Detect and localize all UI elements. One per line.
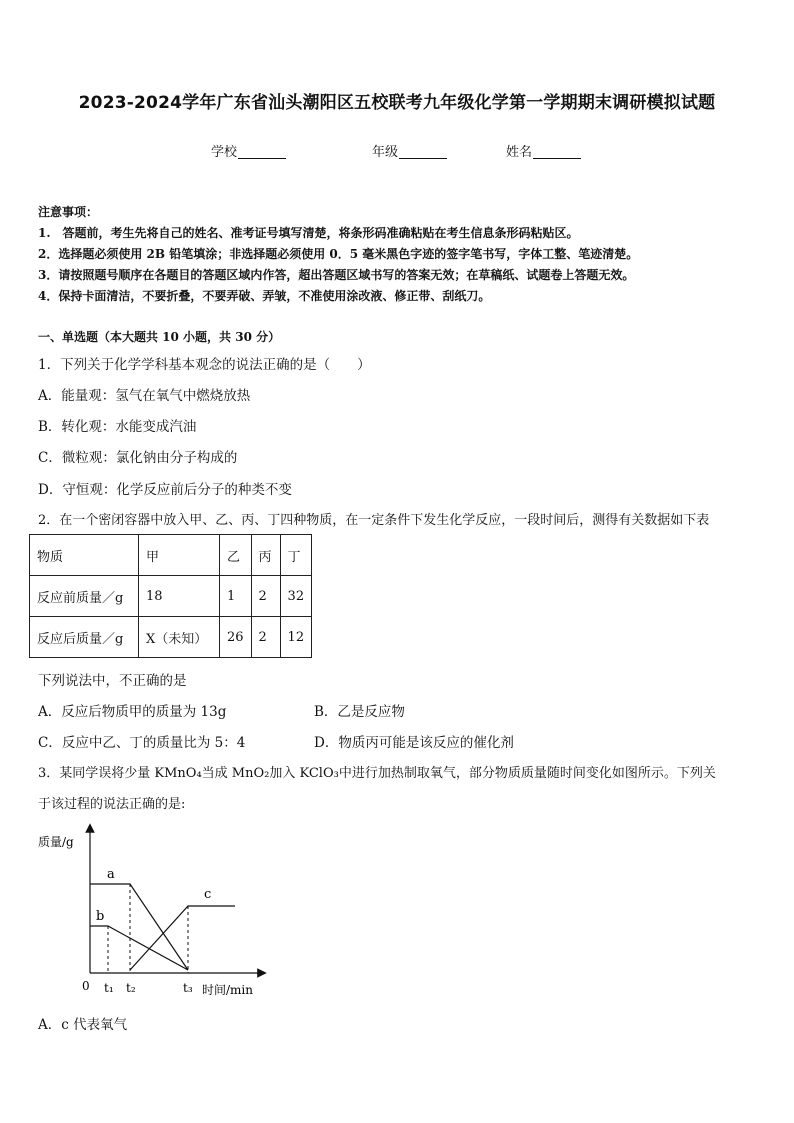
q1-option-d: D．守恒观：化学反应前后分子的种类不变: [38, 482, 292, 498]
grade-field: [372, 141, 447, 160]
school-field: [211, 141, 286, 160]
q1-option-b: B．转化观：水能变成汽油: [38, 419, 197, 435]
table-cell: 1: [220, 576, 252, 617]
table-cell: 12: [280, 617, 312, 658]
notice-item: 1. 答题前，考生先将自己的姓名、准考证号填写清楚，将条形码准确粘贴在考生信息条形码粘贴区。: [38, 226, 579, 240]
notice-item: 3．请按照题号顺序在各题目的答题区域内作答，超出答题区域书写的答案无效；在草稿纸、试题卷上答题无效。: [38, 268, 635, 282]
q3-mass-time-chart: [30, 818, 290, 1008]
table-cell: 反应后质量／g: [30, 617, 139, 658]
x-axis-label: 时间/min: [202, 983, 253, 997]
name-field: [506, 141, 581, 160]
q3-stem-line1: 3．某同学误将少量 KMnO₄当成 MnO₂加入 KClO₃中进行加热制取氧气，部分物质质量随时间变化如图所示。下列关: [38, 766, 716, 781]
notice-item: 4．保持卡面清洁，不要折叠，不要弄破、弄皱，不准使用涂改液、修正带、刮纸刀。: [38, 289, 491, 303]
table-cell: 乙: [220, 535, 252, 576]
table-cell: 32: [280, 576, 312, 617]
series-b-label: b: [96, 909, 105, 924]
table-cell: 2: [251, 617, 280, 658]
x-tick-label: t₁: [104, 981, 114, 995]
table-row: [30, 576, 312, 617]
table-cell: 2: [251, 576, 280, 617]
y-axis-label: 质量/g: [38, 835, 74, 849]
q2-option-a: A．反应后物质甲的质量为 13g: [38, 704, 227, 720]
x-tick-label: t₂: [126, 981, 136, 995]
exam-title: 2023-2024学年广东省汕头潮阳区五校联考九年级化学第一学期期末调研模拟试题: [78, 93, 716, 113]
name-label: 姓名: [506, 145, 533, 160]
q2-option-c: C．反应中乙、丁的质量比为 5：4: [38, 735, 246, 751]
q2-prompt: 下列说法中，不正确的是: [38, 673, 187, 689]
x-tick-label: 0: [82, 979, 90, 993]
school-blank: [238, 144, 286, 159]
q1-option-a: A．能量观：氢气在氧气中燃烧放热: [38, 388, 251, 404]
x-tick-label: t₃: [183, 981, 193, 995]
table-cell: 26: [220, 617, 252, 658]
table-cell: X（未知）: [139, 617, 220, 658]
school-label: 学校: [211, 145, 238, 160]
table-header-row: [30, 535, 312, 576]
series-a-label: a: [107, 867, 115, 882]
series-c-line: [130, 906, 235, 970]
table-cell: 丙: [251, 535, 280, 576]
name-blank: [533, 144, 581, 159]
table-cell: 丁: [280, 535, 312, 576]
table-cell: 物质: [30, 535, 139, 576]
q3-option-a: A．c 代表氧气: [38, 1017, 128, 1033]
grade-label: 年级: [372, 145, 399, 160]
q1-stem: 1．下列关于化学学科基本观念的说法正确的是（ ）: [38, 357, 371, 373]
table-cell: 反应前质量／g: [30, 576, 139, 617]
series-a-line: [90, 884, 188, 970]
grade-blank: [399, 144, 447, 159]
q1-option-c: C．微粒观：氯化钠由分子构成的: [38, 450, 238, 466]
table-row: [30, 617, 312, 658]
q3-stem-line2: 于该过程的说法正确的是:: [38, 797, 186, 812]
notice-item: 2．选择题必须使用 2B 铅笔填涂；非选择题必须使用 0．5 毫米黑色字迹的签字笔书写，字体工整、笔迹清楚。: [38, 247, 639, 261]
q2-data-table: [29, 534, 312, 658]
section-heading: 一、单选题（本大题共 10 小题，共 30 分）: [38, 330, 281, 344]
table-cell: 甲: [139, 535, 220, 576]
series-c-label: c: [204, 887, 212, 902]
q2-option-d: D．物质丙可能是该反应的催化剂: [314, 735, 514, 751]
table-cell: 18: [139, 576, 220, 617]
q2-option-b: B．乙是反应物: [314, 704, 405, 720]
q2-stem: 2．在一个密闭容器中放入甲、乙、丙、丁四种物质，在一定条件下发生化学反应，一段时间后，测得有关数据如下表: [38, 513, 710, 528]
notice-heading: 注意事项：: [38, 205, 99, 219]
